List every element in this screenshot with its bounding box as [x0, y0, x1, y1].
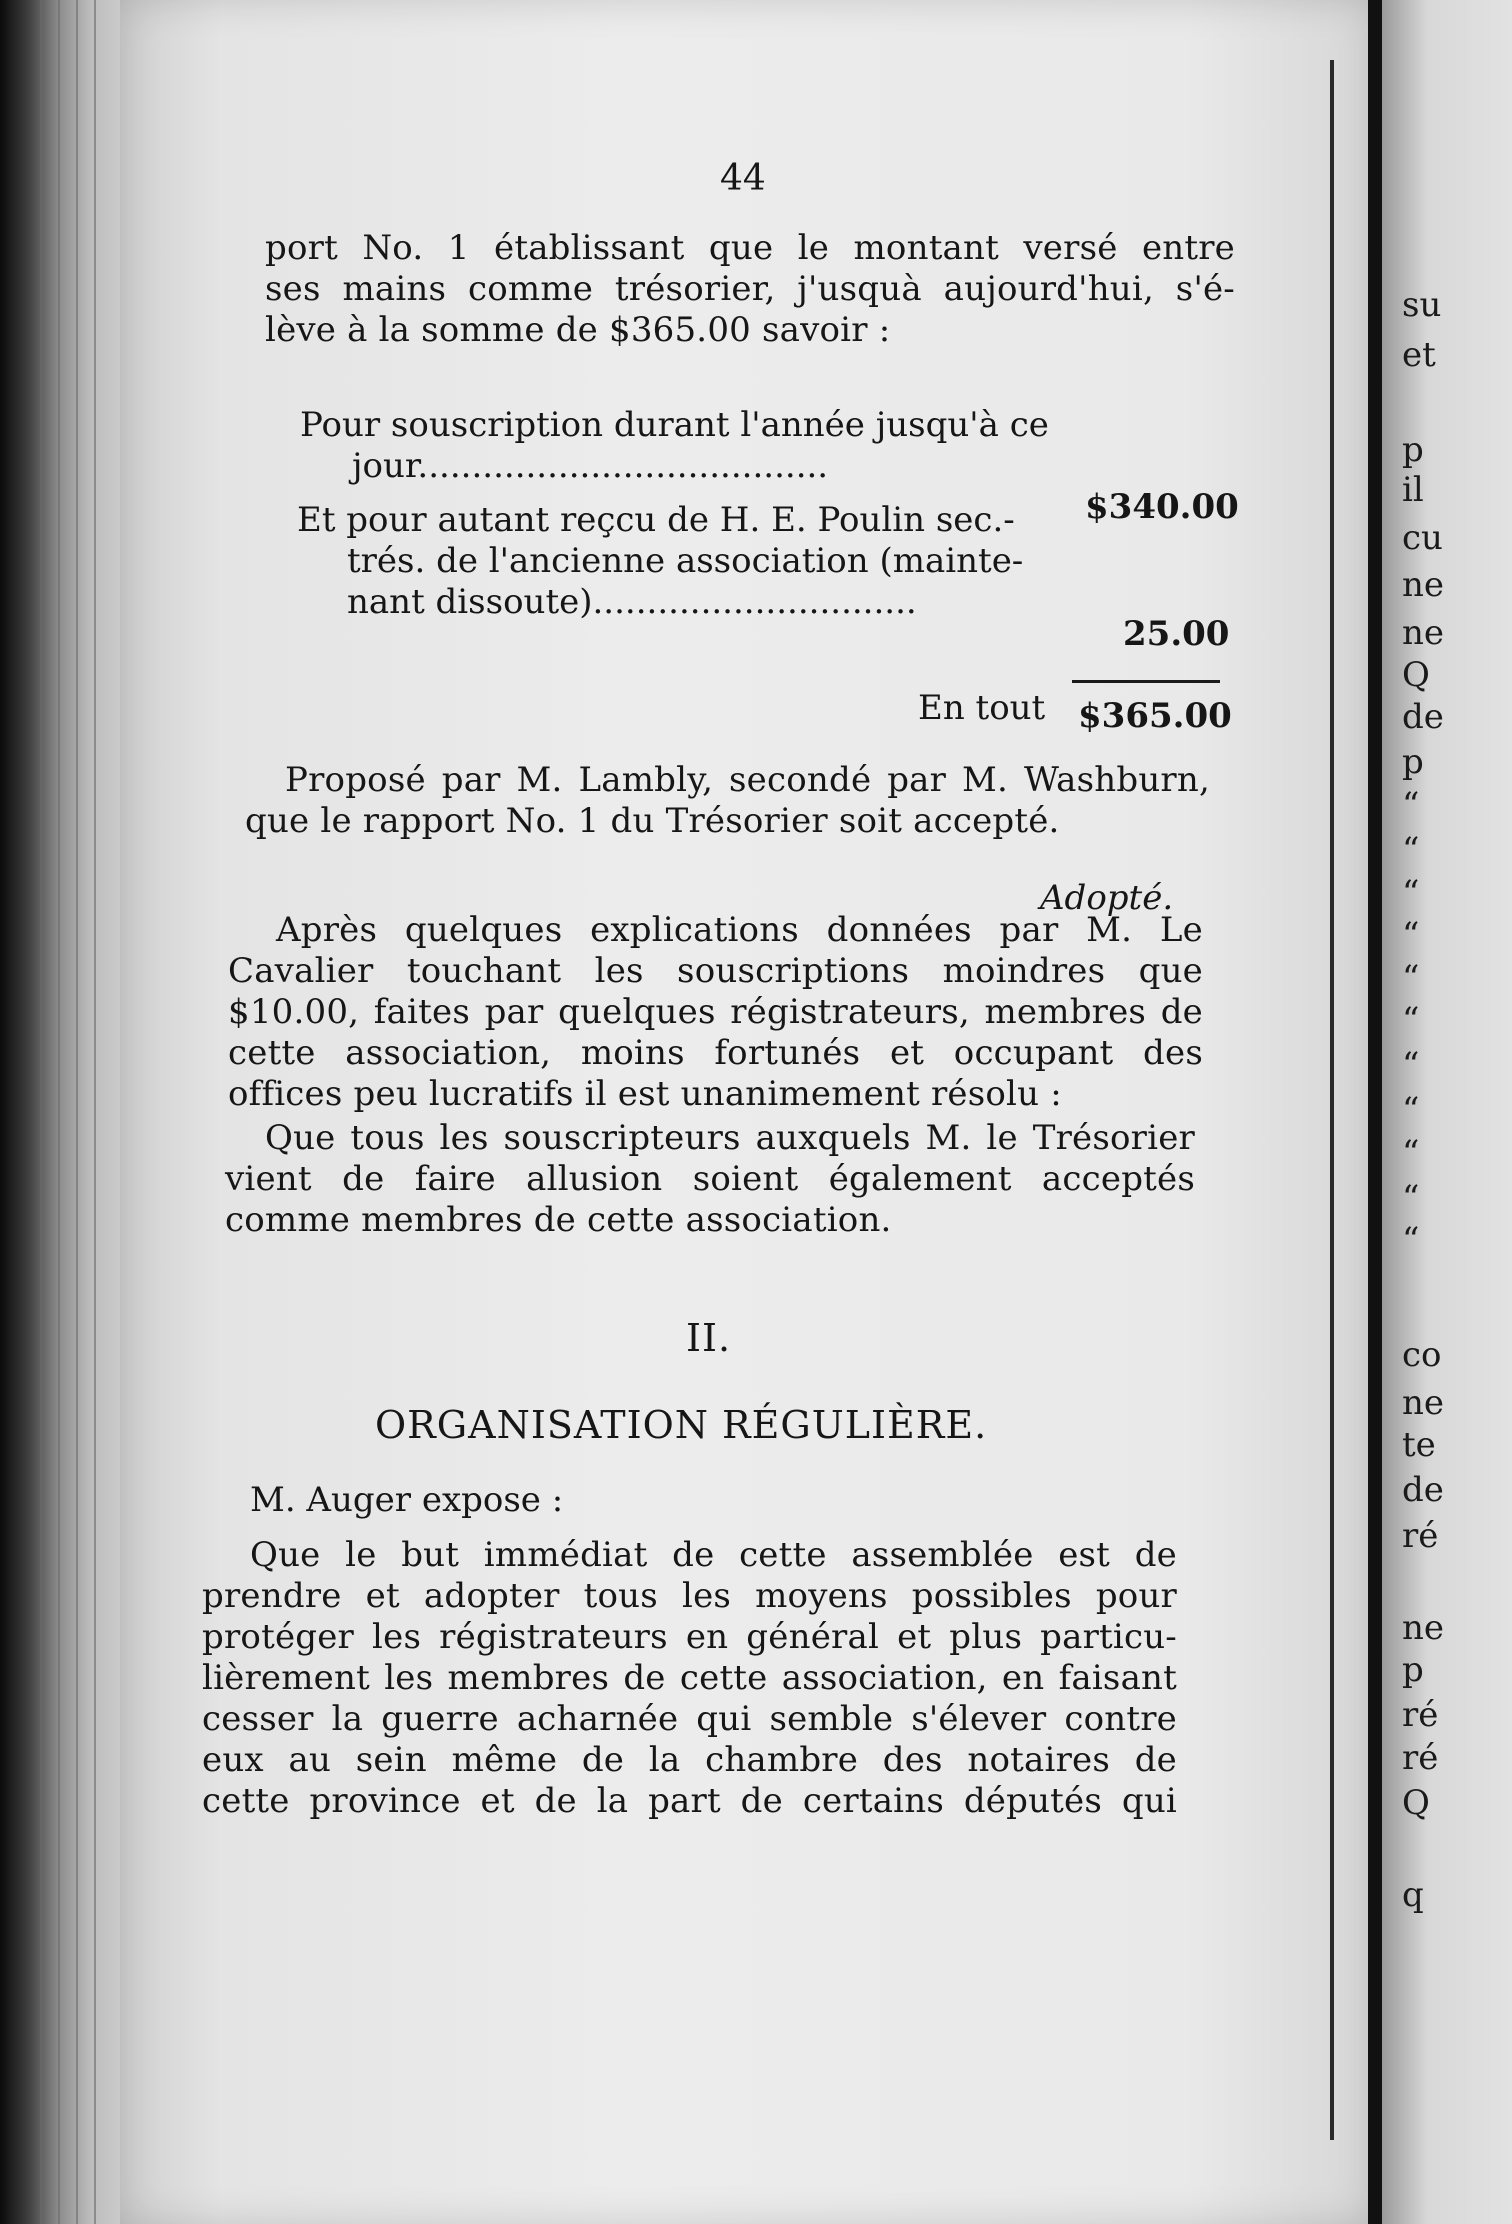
speaker-line: M. Auger expose :: [250, 1480, 564, 1520]
explanation-paragraph: [228, 910, 1203, 1115]
facing-page-fragment: cu: [1402, 518, 1443, 558]
facing-page-fragment: de: [1402, 1470, 1444, 1510]
facing-page-fragment: “: [1402, 1045, 1420, 1085]
section-number: II.: [686, 1316, 732, 1360]
text-line: $10.00, faites par quelques régistrateurs, membres de: [228, 992, 1203, 1032]
ledger-item-2-amount: 25.00: [1123, 614, 1230, 654]
text-line: prendre et adopter tous les moyens possibles pour: [202, 1576, 1177, 1616]
text-line: Que le but immédiat de cette assemblée est de: [250, 1535, 1177, 1575]
facing-page-fragment: “: [1402, 873, 1420, 913]
ledger-item-2-line: trés. de l'ancienne association (mainte-: [347, 541, 1024, 581]
text-line: ses mains comme trésorier, j'usquà aujourd'hui, s'é-: [265, 269, 1235, 309]
text-line: lièrement les membres de cette association, en faisant: [202, 1658, 1177, 1698]
facing-page: [1382, 0, 1512, 2224]
facing-page-fragment: ré: [1402, 1695, 1439, 1735]
facing-page-fragment: q: [1402, 1875, 1424, 1915]
text-line: cesser la guerre acharnée qui semble s'élever contre: [202, 1699, 1177, 1739]
ledger-item-1-line: Pour souscription durant l'année jusqu'à ce: [300, 405, 1049, 445]
page-stack-line: [94, 0, 96, 2224]
facing-page-fragment: “: [1402, 1090, 1420, 1130]
motion-paragraph: [245, 760, 1210, 842]
facing-page-fragment: il: [1402, 470, 1424, 510]
facing-page-fragment: p: [1402, 742, 1424, 782]
text-line: port No. 1 établissant que le montant versé entre: [265, 228, 1235, 268]
facing-page-fragment: de: [1402, 697, 1444, 737]
total-label: En tout: [918, 688, 1046, 728]
facing-page-fragment: co: [1402, 1335, 1442, 1375]
ledger-item-1-line: jour......................................: [352, 446, 829, 486]
facing-page-fragment: “: [1402, 1178, 1420, 1218]
facing-page-fragment: Q: [1402, 1783, 1430, 1823]
text-line: cette province et de la part de certains députés qui: [202, 1781, 1177, 1821]
text-line: eux au sein même de la chambre des notaires de: [202, 1740, 1177, 1780]
total-amount: $365.00: [1078, 696, 1232, 736]
ledger-item-1-amount: $340.00: [1085, 487, 1239, 527]
book-gutter: [1368, 0, 1382, 2224]
text-line: que le rapport No. 1 du Trésorier soit accepté.: [245, 801, 1060, 841]
facing-page-fragment: “: [1402, 1133, 1420, 1173]
text-line: lève à la somme de $365.00 savoir :: [265, 310, 891, 350]
facing-page-fragment: ne: [1402, 1608, 1445, 1648]
resolution-paragraph: [225, 1118, 1195, 1241]
ledger-item-1: [300, 405, 1049, 487]
facing-page-fragment: “: [1402, 1220, 1420, 1260]
text-line: Cavalier touchant les souscriptions moindres que: [228, 951, 1203, 991]
page-number: 44: [720, 158, 766, 199]
facing-page-fragment: “: [1402, 785, 1420, 825]
page-stack-line: [58, 0, 60, 2224]
text-line: Que tous les souscripteurs auxquels M. le Trésorier: [265, 1118, 1195, 1158]
book-edge: [0, 0, 130, 2224]
text-line: offices peu lucratifs il est unanimement résolu :: [228, 1074, 1062, 1114]
facing-page-fragment: “: [1402, 958, 1420, 998]
text-line: Proposé par M. Lambly, secondé par M. Washburn,: [285, 760, 1210, 800]
gutter-shadow: [1330, 60, 1334, 2140]
body-paragraph: [202, 1535, 1177, 1822]
facing-page-fragment: ré: [1402, 1738, 1439, 1778]
intro-paragraph: [265, 228, 1235, 351]
facing-page-fragment: te: [1402, 1425, 1436, 1465]
facing-page-fragment: et: [1402, 335, 1436, 375]
text-line: protéger les régistrateurs en général et plus particu-: [202, 1617, 1177, 1657]
facing-page-fragment: ne: [1402, 1383, 1445, 1423]
page-stack-line: [40, 0, 42, 2224]
facing-page-fragment: p: [1402, 430, 1424, 470]
total-rule: [1072, 680, 1220, 683]
facing-page-fragment: ré: [1402, 1516, 1439, 1556]
ledger-item-2-line: nant dissoute)..............................: [347, 582, 917, 622]
page-stack-line: [76, 0, 78, 2224]
facing-page-fragment: p: [1402, 1650, 1424, 1690]
text-line: comme membres de cette association.: [225, 1200, 892, 1240]
facing-page-fragment: “: [1402, 915, 1420, 955]
ledger-item-2: [297, 500, 1023, 623]
facing-page-fragment: su: [1402, 285, 1442, 325]
text-line: cette association, moins fortunés et occupant des: [228, 1033, 1203, 1073]
facing-page-fragment: “: [1402, 830, 1420, 870]
text-line: vient de faire allusion soient également acceptés: [225, 1159, 1195, 1199]
facing-page-fragment: Q: [1402, 655, 1430, 695]
adopted-note: Adopté.: [1040, 878, 1174, 918]
text-line: Après quelques explications données par M. Le: [276, 910, 1203, 950]
ledger-item-2-line: Et pour autant reçcu de H. E. Poulin sec.-: [297, 500, 1015, 540]
facing-page-fragment: ne: [1402, 565, 1445, 605]
facing-page-fragment: ne: [1402, 613, 1445, 653]
facing-page-fragment: “: [1402, 1000, 1420, 1040]
section-title: ORGANISATION RÉGULIÈRE.: [375, 1403, 988, 1447]
